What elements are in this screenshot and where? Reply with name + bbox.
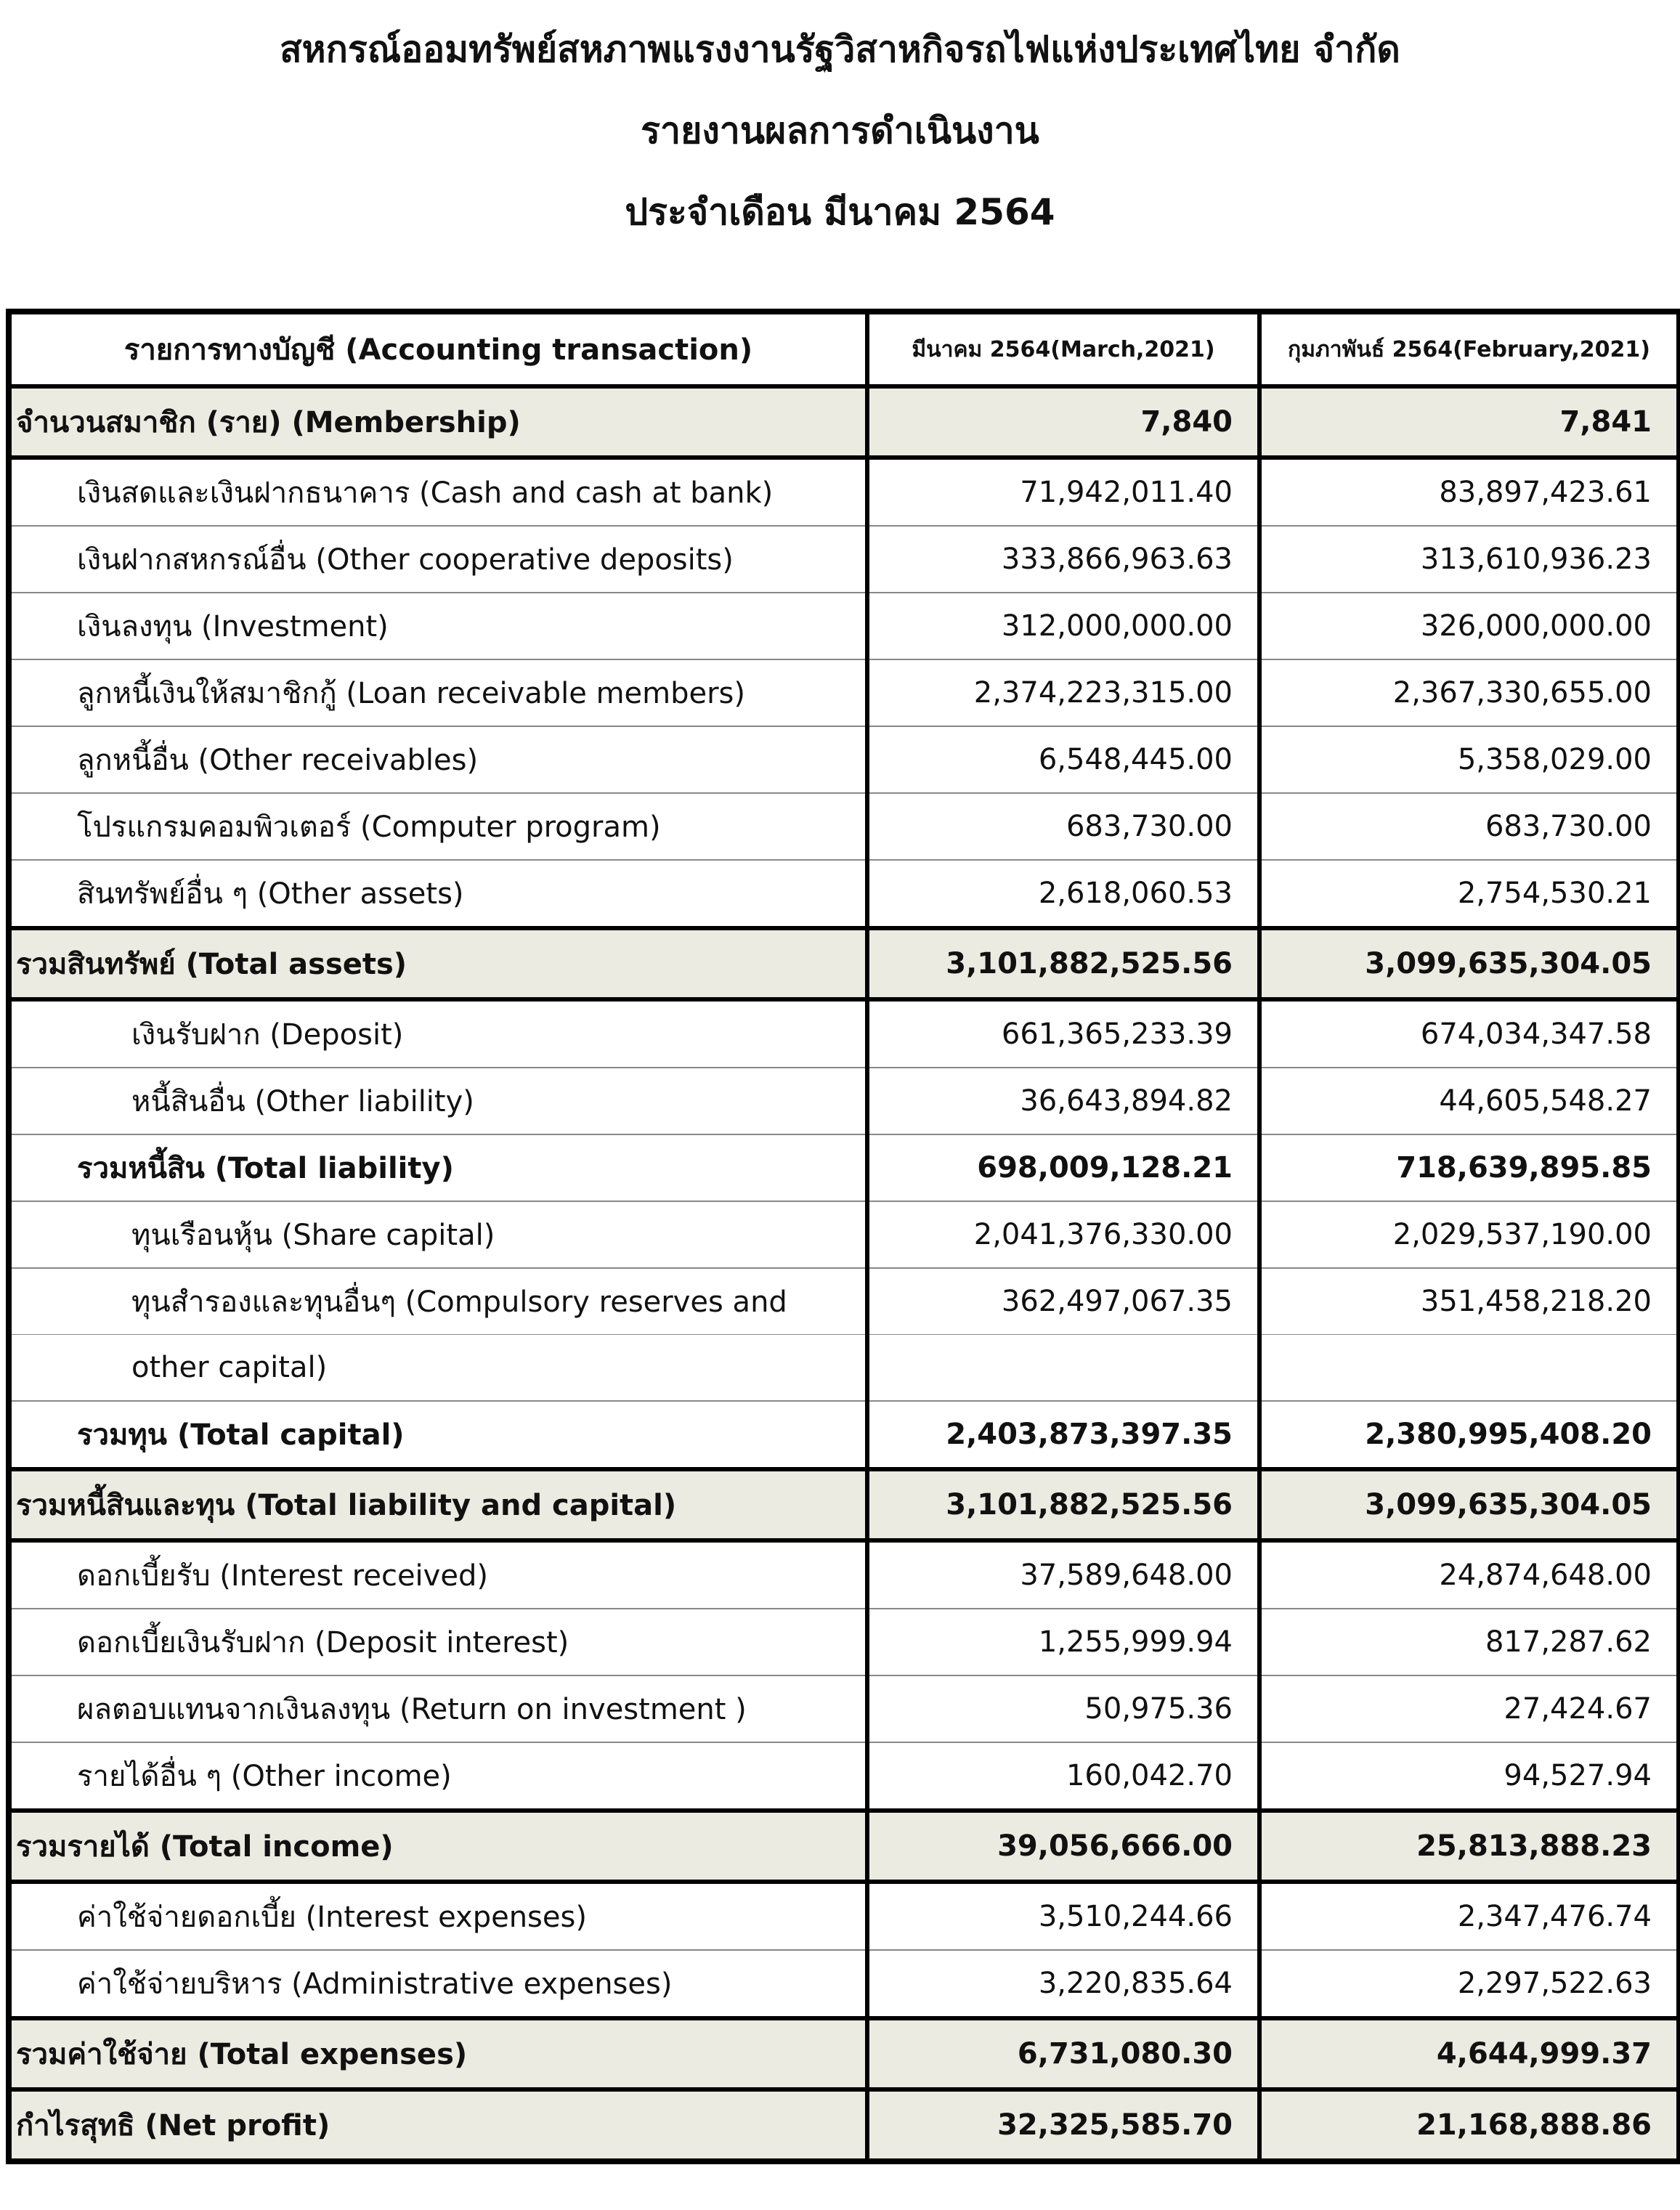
march-value: 160,042.70: [867, 1742, 1259, 1811]
march-value: 3,220,835.64: [867, 1950, 1259, 2018]
row-label: รวมสินทรัพย์ (Total assets): [9, 928, 867, 999]
row-total-liability-and-capital: [9, 1469, 1679, 1540]
february-value: 2,367,330,655.00: [1259, 659, 1679, 726]
row-total-capital: [9, 1401, 1679, 1469]
march-value: 2,041,376,330.00: [867, 1201, 1259, 1268]
february-value: 7,841: [1259, 386, 1679, 458]
march-value: 312,000,000.00: [867, 593, 1259, 659]
february-value: 4,644,999.37: [1259, 2018, 1679, 2089]
row-deposit: [9, 999, 1679, 1068]
february-value: 326,000,000.00: [1259, 593, 1679, 659]
february-value: 5,358,029.00: [1259, 726, 1679, 793]
march-value: 3,101,882,525.56: [867, 1469, 1259, 1540]
march-value: 3,101,882,525.56: [867, 928, 1259, 999]
column-header-february: กุมภาพันธ์ 2564(February,2021): [1259, 312, 1679, 386]
row-net-profit: [9, 2089, 1679, 2161]
march-value: 37,589,648.00: [867, 1540, 1259, 1609]
february-value-empty: [1259, 1335, 1679, 1402]
march-value: 50,975.36: [867, 1675, 1259, 1742]
row-interest-expenses: [9, 1882, 1679, 1950]
february-value: 25,813,888.23: [1259, 1811, 1679, 1882]
february-value: 3,099,635,304.05: [1259, 1469, 1679, 1540]
row-investment: [9, 593, 1679, 659]
february-value: 21,168,888.86: [1259, 2089, 1679, 2161]
march-value: 6,548,445.00: [867, 726, 1259, 793]
march-value: 362,497,067.35: [867, 1268, 1259, 1335]
table-header-row: [9, 312, 1679, 386]
march-value: 698,009,128.21: [867, 1134, 1259, 1201]
row-deposit-interest: [9, 1609, 1679, 1675]
march-value: 683,730.00: [867, 793, 1259, 860]
row-reserves-continued: [9, 1335, 1679, 1402]
february-value: 683,730.00: [1259, 793, 1679, 860]
row-other-income: [9, 1742, 1679, 1811]
column-header-march: มีนาคม 2564(March,2021): [867, 312, 1259, 386]
february-value: 351,458,218.20: [1259, 1268, 1679, 1335]
row-label: เงินรับฝาก (Deposit): [9, 999, 867, 1068]
row-label: รายได้อื่น ๆ (Other income): [9, 1742, 867, 1811]
row-label: ลูกหนี้อื่น (Other receivables): [9, 726, 867, 793]
march-value: 7,840: [867, 386, 1259, 458]
february-value: 2,297,522.63: [1259, 1950, 1679, 2018]
row-label: ดอกเบี้ยรับ (Interest received): [9, 1540, 867, 1609]
row-label: รวมรายได้ (Total income): [9, 1811, 867, 1882]
march-value: 2,374,223,315.00: [867, 659, 1259, 726]
march-value: 333,866,963.63: [867, 526, 1259, 593]
february-value: 94,527.94: [1259, 1742, 1679, 1811]
row-label: จำนวนสมาชิก (ราย) (Membership): [9, 386, 867, 458]
february-value: 817,287.62: [1259, 1609, 1679, 1675]
row-total-liability: [9, 1134, 1679, 1201]
column-header-transaction: รายการทางบัญชี (Accounting transaction): [9, 312, 867, 386]
march-value: 1,255,999.94: [867, 1609, 1259, 1675]
february-value: 44,605,548.27: [1259, 1068, 1679, 1134]
row-reserves: [9, 1268, 1679, 1335]
march-value: 36,643,894.82: [867, 1068, 1259, 1134]
row-label: หนี้สินอื่น (Other liability): [9, 1068, 867, 1134]
row-other-assets: [9, 860, 1679, 928]
report-title: รายงานผลการดำเนินงาน: [641, 110, 1039, 152]
row-label-continued: other capital): [9, 1335, 867, 1402]
row-label: ทุนสำรองและทุนอื่นๆ (Compulsory reserves and: [9, 1268, 867, 1335]
row-label: รวมหนี้สินและทุน (Total liability and capital): [9, 1469, 867, 1540]
row-label: ค่าใช้จ่ายบริหาร (Administrative expenses): [9, 1950, 867, 2018]
february-value: 24,874,648.00: [1259, 1540, 1679, 1609]
march-value: 661,365,233.39: [867, 999, 1259, 1068]
row-total-assets: [9, 928, 1679, 999]
row-membership: [9, 386, 1679, 458]
march-value: 2,618,060.53: [867, 860, 1259, 928]
row-label: รวมทุน (Total capital): [9, 1401, 867, 1469]
february-value: 27,424.67: [1259, 1675, 1679, 1742]
march-value: 39,056,666.00: [867, 1811, 1259, 1882]
march-value-empty: [867, 1335, 1259, 1402]
financial-table-container: [6, 309, 1676, 2164]
row-share-capital: [9, 1201, 1679, 1268]
february-value: 718,639,895.85: [1259, 1134, 1679, 1201]
march-value: 32,325,585.70: [867, 2089, 1259, 2161]
february-value: 2,029,537,190.00: [1259, 1201, 1679, 1268]
row-label: เงินลงทุน (Investment): [9, 593, 867, 659]
february-value: 2,754,530.21: [1259, 860, 1679, 928]
row-computer-program: [9, 793, 1679, 860]
february-value: 2,347,476.74: [1259, 1882, 1679, 1950]
row-administrative-expenses: [9, 1950, 1679, 2018]
cooperative-name: สหกรณ์ออมทรัพย์สหภาพแรงงานรัฐวิสาหกิจรถไฟแห่งประเทศไทย จำกัด: [280, 28, 1400, 70]
february-value: 2,380,995,408.20: [1259, 1401, 1679, 1469]
row-label: โปรแกรมคอมพิวเตอร์ (Computer program): [9, 793, 867, 860]
row-other-receivables: [9, 726, 1679, 793]
row-total-income: [9, 1811, 1679, 1882]
row-label: รวมค่าใช้จ่าย (Total expenses): [9, 2018, 867, 2089]
report-period: ประจำเดือน มีนาคม 2564: [625, 191, 1055, 233]
row-label: ทุนเรือนหุ้น (Share capital): [9, 1201, 867, 1268]
row-other-liability: [9, 1068, 1679, 1134]
february-value: 313,610,936.23: [1259, 526, 1679, 593]
march-value: 6,731,080.30: [867, 2018, 1259, 2089]
row-return-on-investment: [9, 1675, 1679, 1742]
march-value: 3,510,244.66: [867, 1882, 1259, 1950]
row-label: เงินฝากสหกรณ์อื่น (Other cooperative deposits): [9, 526, 867, 593]
march-value: 71,942,011.40: [867, 458, 1259, 526]
row-other-coop-deposits: [9, 526, 1679, 593]
february-value: 674,034,347.58: [1259, 999, 1679, 1068]
row-loan-receivable: [9, 659, 1679, 726]
row-cash: [9, 458, 1679, 526]
row-label: สินทรัพย์อื่น ๆ (Other assets): [9, 860, 867, 928]
row-label: เงินสดและเงินฝากธนาคาร (Cash and cash at bank): [9, 458, 867, 526]
february-value: 83,897,423.61: [1259, 458, 1679, 526]
report-header: [0, 0, 1680, 253]
row-label: ดอกเบี้ยเงินรับฝาก (Deposit interest): [9, 1609, 867, 1675]
financial-table: [6, 309, 1680, 2164]
march-value: 2,403,873,397.35: [867, 1401, 1259, 1469]
row-total-expenses: [9, 2018, 1679, 2089]
row-label: รวมหนี้สิน (Total liability): [9, 1134, 867, 1201]
row-label: กำไรสุทธิ (Net profit): [9, 2089, 867, 2161]
row-label: ลูกหนี้เงินให้สมาชิกกู้ (Loan receivable members): [9, 659, 867, 726]
row-label: ค่าใช้จ่ายดอกเบี้ย (Interest expenses): [9, 1882, 867, 1950]
row-label: ผลตอบแทนจากเงินลงทุน (Return on investment ): [9, 1675, 867, 1742]
row-interest-received: [9, 1540, 1679, 1609]
february-value: 3,099,635,304.05: [1259, 928, 1679, 999]
